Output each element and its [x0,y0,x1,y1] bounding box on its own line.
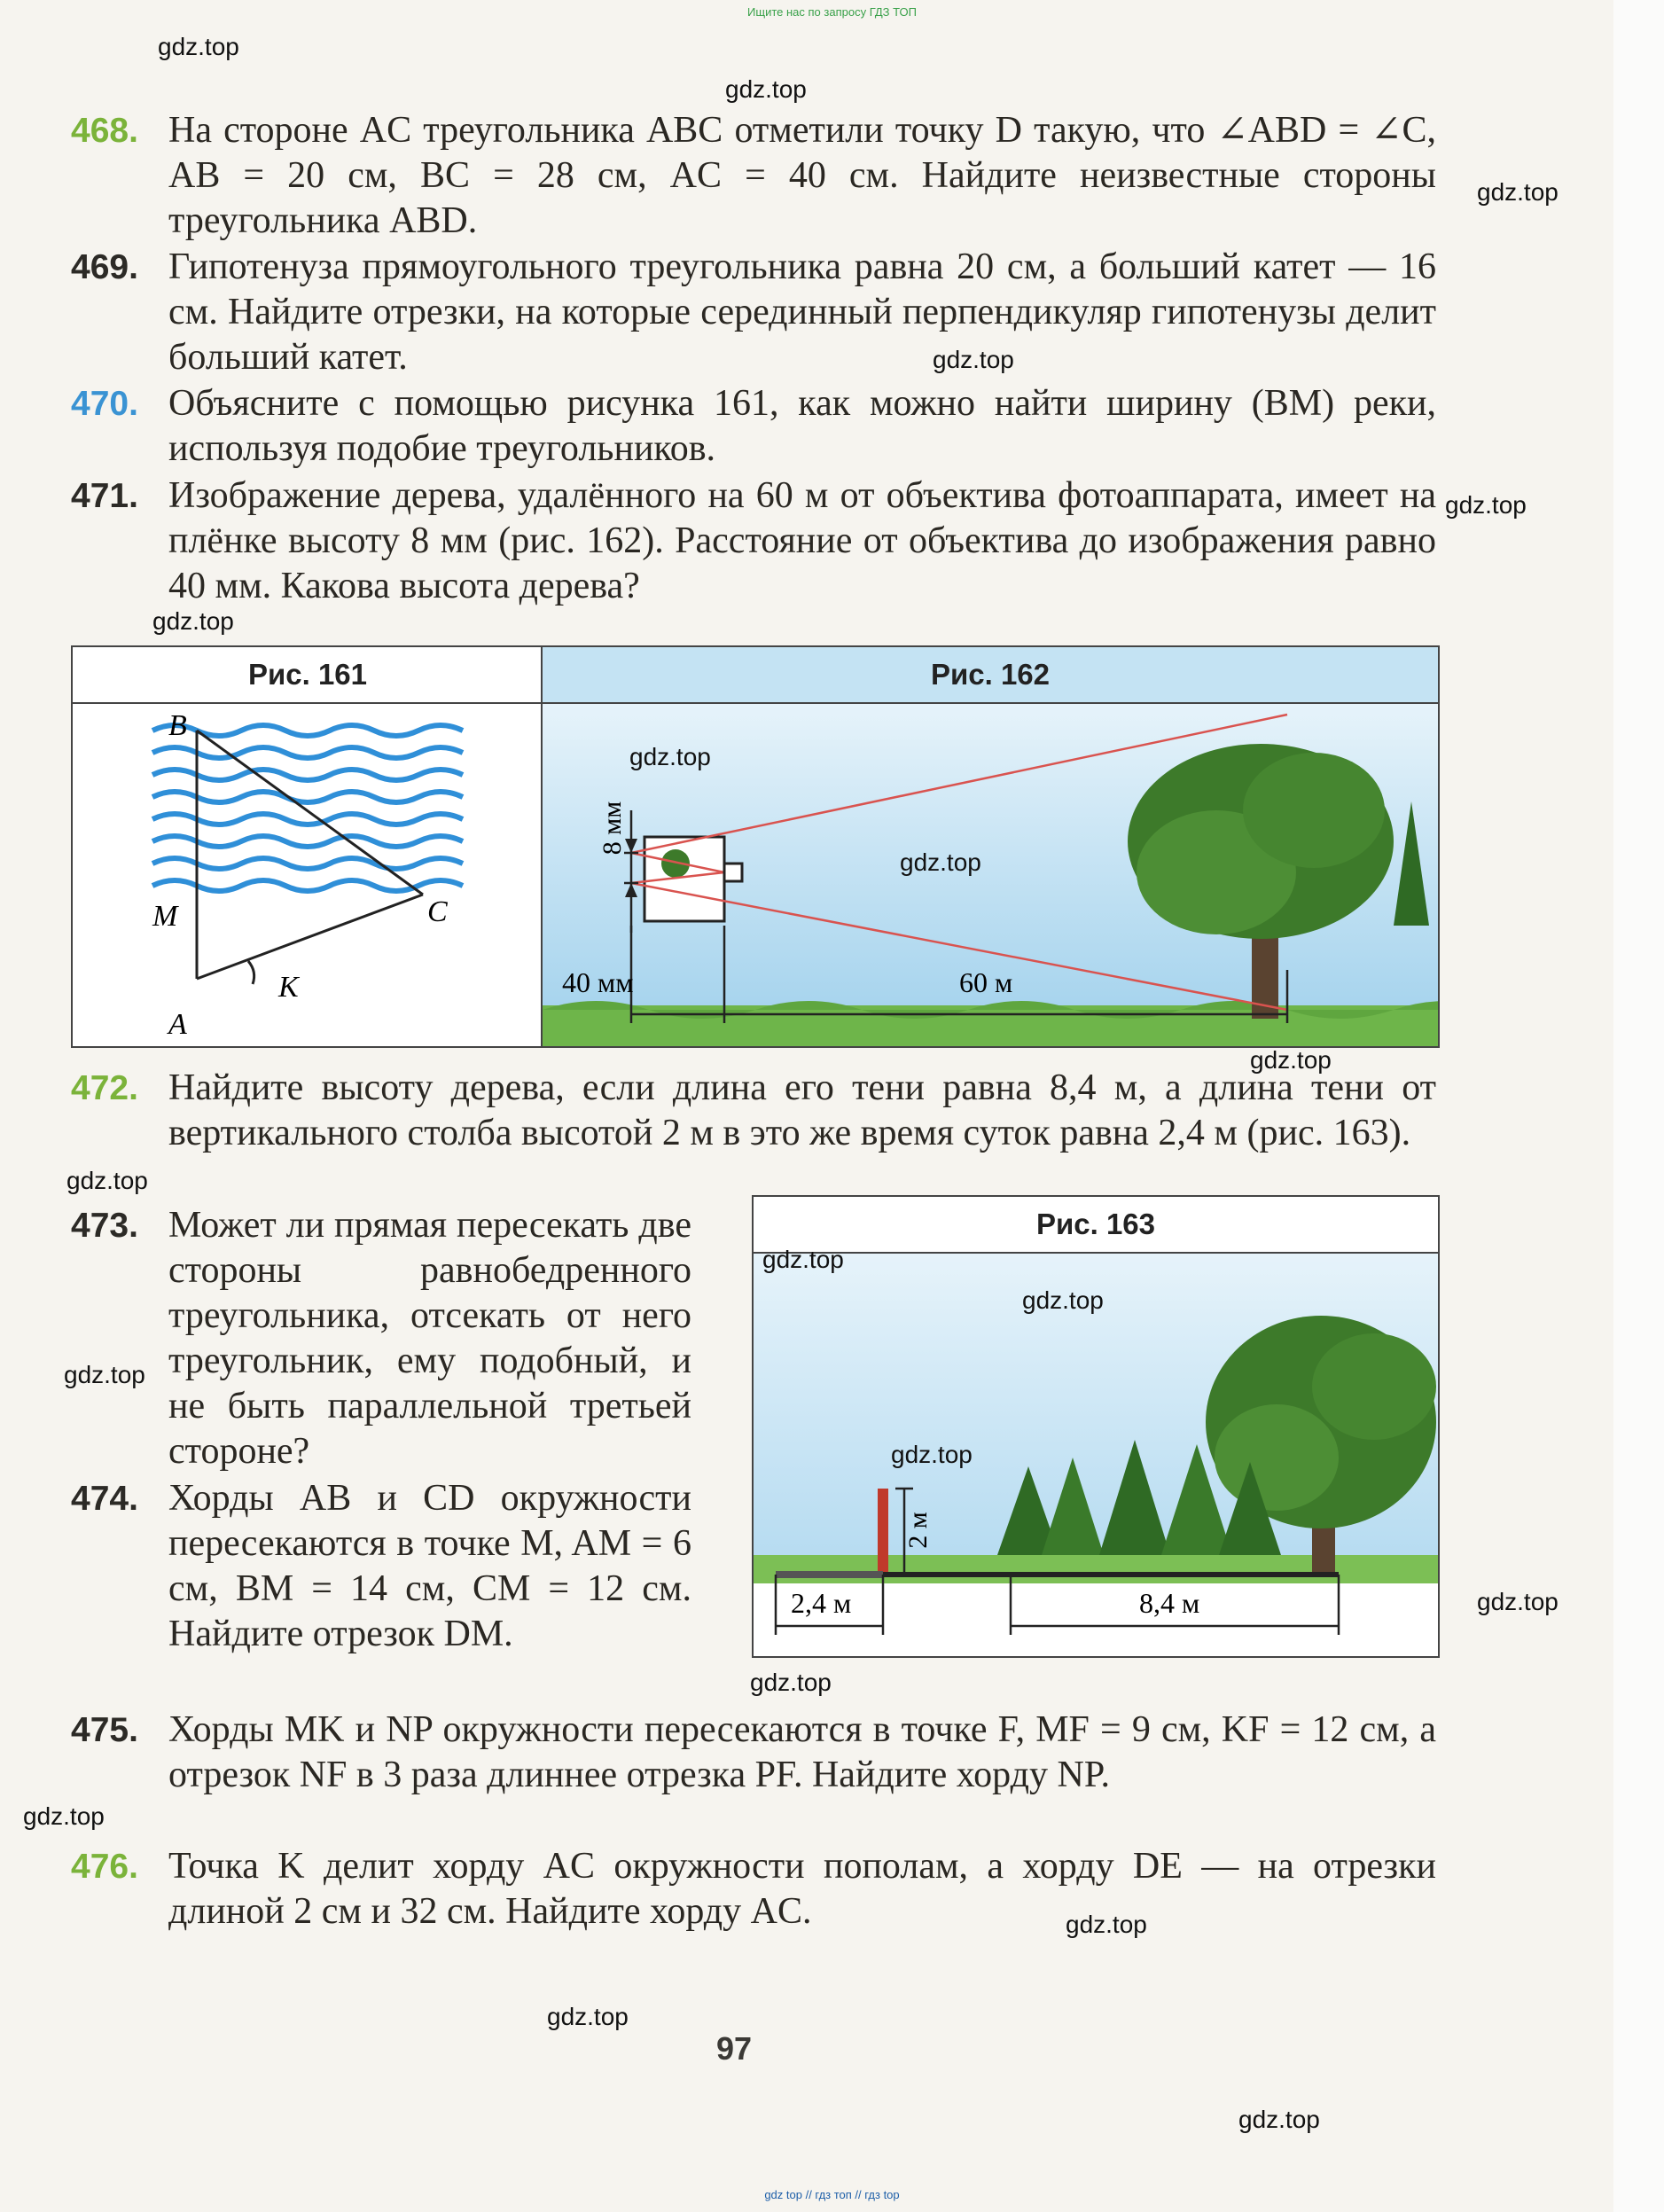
problem-471 [71,473,1436,609]
watermark: gdz.top [1477,178,1559,206]
watermark: gdz.top [1250,1046,1332,1074]
problem-468 [71,108,1436,244]
problem-474 [71,1476,691,1657]
problem-number: 473. [71,1207,138,1245]
problem-text: На стороне AC треугольника ABC отметили точку D такую, что ∠ABD = ∠C, AB = 20 см, BC = 28 см, AC = 40 см. Найдите неизвестные стороны треугольника ABD. [168,110,1436,241]
problem-number: 472. [71,1069,138,1107]
watermark: gdz.top [900,848,981,876]
label-M: M [152,900,178,933]
watermark: gdz.top [158,33,239,60]
watermark: gdz.top [725,75,807,103]
distance-image-label: 40 мм [562,966,634,998]
tree-shadow-label: 8,4 м [1139,1587,1200,1619]
figure-161 [71,645,544,1048]
problem-number: 469. [71,248,138,286]
watermark: gdz.top [1066,1911,1147,1938]
watermark: gdz.top [1022,1286,1104,1314]
watermark: gdz.top [1477,1588,1559,1615]
river-diagram [73,704,543,1048]
figure-title: Рис. 163 [754,1197,1438,1254]
label-K: K [278,971,299,1004]
problem-text: Хорды AB и CD окружности пересекаются в точке M, AM = 6 см, BM = 14 см, CM = 12 см. Найдите отрезок DM. [168,1478,691,1654]
problem-number: 471. [71,477,138,515]
problem-text: Гипотенуза прямоугольного треугольника равна 20 см, а больший катет — 16 см. Найдите отрезки, на которые серединный перпендикуляр гипотенузы делит больший катет. [168,246,1436,378]
problem-469 [71,245,1436,380]
problem-476 [71,1844,1436,1935]
watermark: gdz.top [762,1246,844,1273]
label-C: C [427,895,448,928]
watermark: gdz.top [629,743,711,770]
page-number: 97 [716,2030,753,2067]
problem-number: 475. [71,1711,138,1749]
page-edge [1613,0,1664,2212]
header-link[interactable]: Ищите нас по запросу ГДЗ ТОП [747,5,917,19]
problem-number: 470. [71,385,138,423]
watermark: gdz.top [152,607,234,635]
watermark: gdz.top [547,2003,629,2030]
figure-163 [752,1195,1440,1658]
watermark: gdz.top [1238,2106,1320,2133]
problem-475 [71,1708,1436,1798]
problem-text: Объясните с помощью рисунка 161, как можно найти ширину (BM) реки, используя подобие треугольников. [168,383,1436,469]
distance-tree-label: 60 м [959,966,1013,998]
problem-number: 468. [71,112,138,150]
label-A: A [168,1008,187,1041]
figure-162 [541,645,1440,1048]
problem-470 [71,381,1436,472]
problem-text: Изображение дерева, удалённого на 60 м от объектива фотоаппарата, имеет на плёнке высоту 8 мм (рис. 162). Расстояние от объектива до изображения равно 40 мм. Какова высота дерева? [168,475,1436,606]
problem-473 [71,1203,691,1474]
pole-shadow-label: 2,4 м [791,1587,852,1619]
watermark: gdz.top [64,1361,145,1388]
watermark: gdz.top [1445,491,1527,519]
watermark: gdz.top [750,1669,832,1696]
problem-text: Точка K делит хорду AC окружности пополам, а хорду DE — на отрезки длиной 2 см и 32 см. Найдите хорду AC. [168,1846,1436,1932]
watermark: gdz.top [933,346,1014,373]
image-height-label: 8 мм [598,801,627,856]
label-B: B [168,709,187,742]
watermark: gdz.top [66,1167,148,1194]
problem-number: 476. [71,1848,138,1886]
figure-title: Рис. 162 [543,647,1438,704]
problem-number: 474. [71,1480,138,1518]
footer-link[interactable]: gdz top // гдз топ // гдз top [764,2188,900,2201]
pole-height-label: 2 м [903,1512,933,1549]
problem-text: Может ли прямая пересекать две стороны равнобедренного треугольника, отсекать от него треугольник, ему подобный, и не быть параллельной третьей стороне? [168,1205,691,1472]
watermark: gdz.top [23,1802,105,1830]
problem-text: Хорды MK и NP окружности пересекаются в точке F, MF = 9 см, KF = 12 см, а отрезок NF в 3 раза длиннее отрезка PF. Найдите хорду NP. [168,1709,1436,1795]
problem-text: Найдите высоту дерева, если длина его тени равна 8,4 м, а длина тени от вертикального столба высотой 2 м в это же время суток равна 2,4 м (рис. 163). [168,1067,1436,1153]
problem-472 [71,1066,1436,1156]
watermark: gdz.top [891,1441,973,1468]
figure-title: Рис. 161 [73,647,543,704]
